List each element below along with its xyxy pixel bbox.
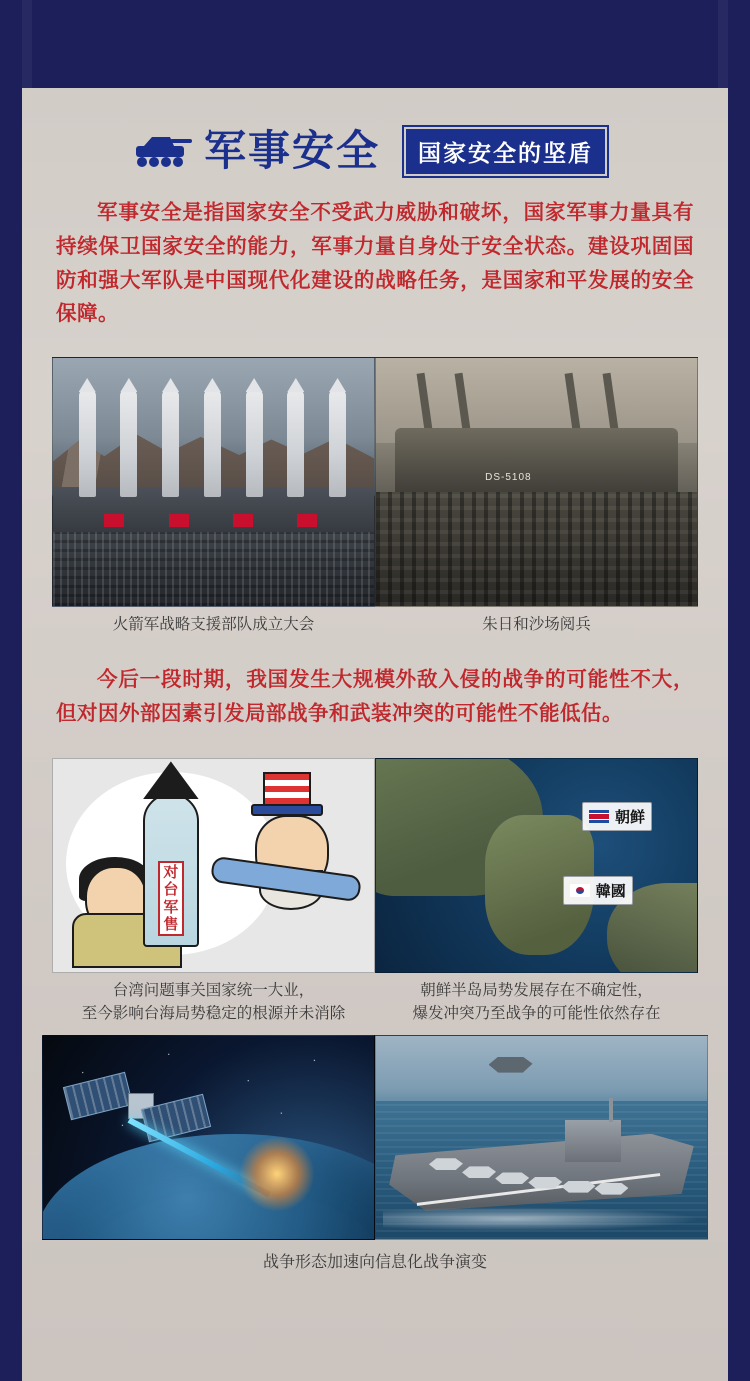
section-header <box>22 88 728 186</box>
photo-caption: 朱日和沙场阅兵 <box>482 616 591 634</box>
rocket-label-line2: 军售 <box>163 898 179 933</box>
right-edge-band <box>728 0 750 1381</box>
photo-caption <box>52 980 375 1025</box>
map-label-dprk: 朝鲜 <box>582 802 652 831</box>
caption-line-1: 台湾问题事关国家统一大业， <box>112 982 315 1000</box>
status-badge: 国家安全的坚盾 <box>402 125 609 178</box>
photo-cell-aircraft-carrier <box>375 1035 708 1240</box>
page-title: 军事安全 <box>204 127 381 174</box>
map-label-rok: 韓國 <box>563 876 633 905</box>
photo-row-3 <box>22 1035 728 1240</box>
caption-line-2: 爆发冲突乃至战争的可能性依然存在 <box>412 1004 661 1022</box>
dprk-flag-icon <box>589 810 609 823</box>
rok-flag-icon <box>570 884 590 897</box>
photo-cell-taiwan-cartoon <box>52 758 375 1025</box>
top-bar <box>0 0 750 88</box>
paragraph-2: 今后一段时期，我国发生大规模外敌入侵的战争的可能性不大，但对因外部因素引发局部战争和武装冲突的可能性不能低估。 <box>56 667 694 725</box>
left-edge-band <box>0 0 22 1381</box>
korean-peninsula-map-image <box>375 758 698 973</box>
photo-cell-space-warfare <box>42 1035 375 1240</box>
photo-cell-korea-map <box>375 758 698 1025</box>
photo-row-1 <box>22 357 728 636</box>
photo-cell-zhurihe <box>375 357 698 636</box>
aircraft-carrier-image <box>375 1035 708 1240</box>
rocket-force-ceremony-image <box>52 357 375 607</box>
photo-cell-rocket-force <box>52 357 375 636</box>
photo-caption: 火箭军战略支援部队成立大会 <box>112 616 315 634</box>
zhurihe-parade-image <box>375 357 698 607</box>
caption-line-1: 朝鲜半岛局势发展存在不确定性， <box>420 982 653 1000</box>
paragraph-1: 军事安全是指国家安全不受武力威胁和破坏，国家军事力量具有持续保卫国家安全的能力，军事力量自身处于安全状态。建设巩固国防和强大军队是中国现代化建设的战略任务，是国家和平发展的安全保障。 <box>56 201 694 326</box>
space-warfare-satellite-image <box>42 1035 375 1240</box>
photo-row-2 <box>22 758 728 1025</box>
vehicle-plate: DS-5108 <box>485 472 532 484</box>
photo-caption: 战争形态加速向信息化战争演变 <box>262 1254 487 1272</box>
caption-line-2: 至今影响台海局势稳定的根源并未消除 <box>81 1004 346 1022</box>
taiwan-arms-sale-cartoon-image <box>52 758 375 973</box>
rocket-label-line1: 对台 <box>163 864 179 899</box>
tank-icon <box>130 128 194 175</box>
photo-caption <box>375 980 698 1025</box>
content-panel <box>22 88 728 1381</box>
